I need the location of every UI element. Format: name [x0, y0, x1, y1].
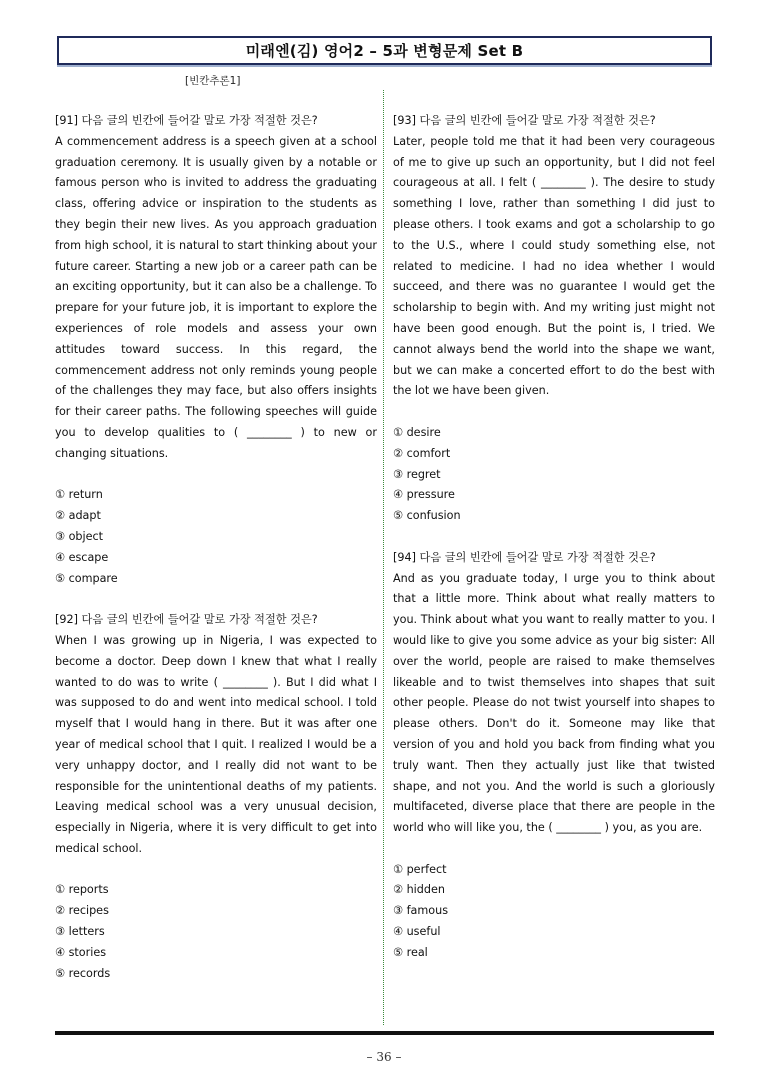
choice-item[interactable]: ② comfort	[393, 446, 451, 460]
choice-item[interactable]: ① desire	[393, 425, 441, 439]
choice-item[interactable]: ③ regret	[393, 467, 441, 481]
choice-item[interactable]: ⑤ compare	[55, 571, 118, 585]
question-stem: [92] 다음 글의 빈칸에 들어갈 말로 가장 적절한 것은?	[55, 613, 318, 627]
choice-item[interactable]: ② recipes	[55, 904, 109, 918]
question-gap	[393, 527, 715, 548]
header-underline	[57, 65, 712, 67]
choice-item[interactable]: ② adapt	[55, 509, 101, 523]
choice-item[interactable]: ① reports	[55, 883, 109, 897]
choice-item[interactable]: ③ letters	[55, 925, 105, 939]
choice-item[interactable]: ④ escape	[55, 550, 109, 564]
choice-item[interactable]: ④ stories	[55, 945, 107, 959]
question-passage: When I was growing up in Nigeria, I was expected to become a doctor. Deep down I knew that what I really wanted to do was to write ( ________ ). But I did what I was supposed to do and went into medical school. I told myself that I would hang in there. But it was after one year of medical school that I quit. I realized I would be a very unhappy doctor, and I really did not want to be responsible for the unintentional deaths of my patients. Leaving medical school was a very unusual decision, especially in Nigeria, where it is very difficult to get into medical school.	[55, 633, 377, 855]
choice-item[interactable]: ⑤ real	[393, 945, 428, 959]
choice-item[interactable]: ① perfect	[393, 862, 447, 876]
question-passage: A commencement address is a speech given at a school graduation ceremony. It is usually given by a notable or famous person who is invited to address the graduating class, offering advice or inspiration to the students as they begin their new lives. As you approach graduation from high school, it is natural to start thinking about your future career. Starting a new job or a career path can be an exciting opportunity, but it can also be a challenge. To prepare for your future job, it is important to explore the experiences of role models and assess your own attitudes toward success. In this regard, the commencement address not only reminds young people of the challenges they may face, but also offers insights for their career paths. The following speeches will guide you to develop qualities to ( ________ ) to new or changing situations.	[55, 134, 378, 460]
choice-item[interactable]: ③ object	[55, 529, 104, 543]
question-passage: Later, people told me that it had been very courageous of me to give up such an opportunity, but I did not feel courageous at all. I felt ( ________ ). The desire to study something I love, rather than something I did just to please others. I took exams and got a scholarship to go to the U.S., where I could study something else, not related to medicine. I had no idea whether I would succeed, and there was no guarantee I would get the scholarship to begin with. And my writing just might not have been good enough. But the point is, I tried. We cannot always bend the world into the shape we want, but we can make a concerted effort to do the best with the lot we have been given.	[393, 134, 715, 398]
question-stem: [93] 다음 글의 빈칸에 들어갈 말로 가장 적절한 것은?	[393, 114, 656, 127]
choice-item[interactable]: ① return	[55, 488, 103, 502]
footer-rule	[55, 1031, 714, 1035]
choice-list	[393, 860, 715, 964]
page-number: – 36 –	[366, 1050, 402, 1064]
choice-list	[393, 423, 715, 527]
choice-list	[55, 880, 377, 984]
choice-item[interactable]: ④ useful	[393, 925, 441, 939]
question-stem: [94] 다음 글의 빈칸에 들어갈 말로 가장 적절한 것은?	[393, 550, 656, 564]
column-divider	[383, 90, 384, 1025]
page-header	[57, 36, 712, 65]
question-gap	[55, 589, 377, 610]
choice-item[interactable]: ④ pressure	[393, 488, 455, 502]
choice-item[interactable]: ⑤ records	[55, 966, 111, 980]
choice-item[interactable]: ③ famous	[393, 904, 449, 918]
question-94	[393, 548, 715, 964]
question-91	[55, 111, 377, 589]
page-title: 미래엔(김) 영어2 – 5과 변형문제 Set B	[245, 42, 524, 60]
choice-item[interactable]: ⑤ confusion	[393, 509, 461, 523]
right-column	[393, 111, 715, 964]
question-passage: And as you graduate today, I urge you to think about that a little more. Think about what really matters to you. Think about what you want to really matter to you. I would like to give you some advice as your big sister: All over the world, people are raised to make themselves likeable and to twist themselves into shapes that suit other people. Please do not twist yourself into shapes to please others. Don't do it. Someone may like that version of you and hold you back from finding what you truly want. Then they actually just like that twisted shape, and not you. And the world is such a gloriously multifaceted, diverse place that there are people in the world who will like you, the ( ________ ) you, as you are.	[393, 571, 715, 835]
section-tag: [빈칸추론1]	[185, 75, 241, 87]
choice-item[interactable]: ② hidden	[393, 883, 445, 897]
question-stem: [91] 다음 글의 빈칸에 들어갈 말로 가장 적절한 것은?	[55, 114, 318, 127]
left-column	[55, 111, 377, 984]
question-92	[55, 610, 377, 984]
question-93	[393, 111, 715, 527]
choice-list	[55, 485, 377, 589]
